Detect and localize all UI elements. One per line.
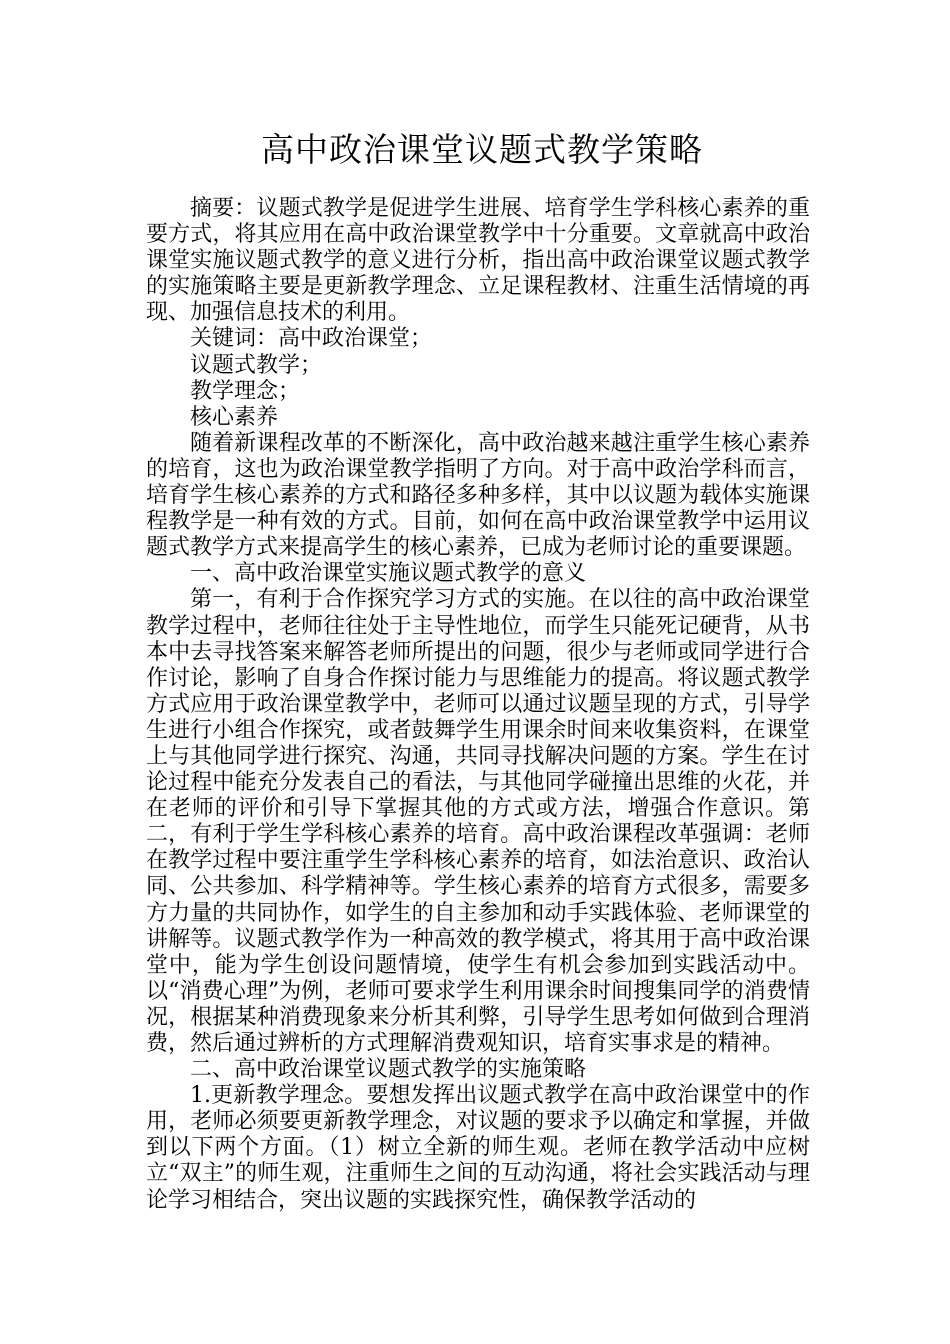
- document-page: [146, 124, 810, 1214]
- keyword-item: 议题式教学；: [190, 352, 323, 378]
- keywords-line: 关键词：高中政治课堂；: [190, 326, 433, 352]
- section2-heading: 二、高中政治课堂议题式教学的实施策略: [190, 1057, 587, 1083]
- abstract-paragraph: 摘要：议题式教学是促进学生进展、培育学生学科核心素养的重要方式，将其应用在高中政治课堂教学中十分重要。文章就高中政治课堂实施议题式教学的意义进行分析，指出高中政治课堂议题式教学的实施策略主要是更新教学理念、立足课程教材、注重生活情境的再现、加强信息技术的利用。: [146, 196, 810, 326]
- section1-paragraph: 第一，有利于合作探究学习方式的实施。在以往的高中政治课堂教学过程中，老师往往处于主导性地位，而学生只能死记硬背，从书本中去寻找答案来解答老师所提出的问题，很少与老师或同学进行合作讨论，影响了自身合作探讨能力与思维能力的提高。将议题式教学方式应用于政治课堂教学中，老师可以通过议题呈现的方式，引导学生进行小组合作探究，或者鼓舞学生用课余时间来收集资料，在课堂上与其他同学进行探究、沟通，共同寻找解决问题的方案。学生在讨论过程中能充分发表自己的看法，与其他同学碰撞出思维的火花，并在老师的评价和引导下掌握其他的方式或方法，增强合作意识。第二，有利于学生学科核心素养的培育。高中政治课程改革强调：老师在教学过程中要注重学生学科核心素养的培育，如法治意识、政治认同、公共参加、科学精神等。学生核心素养的培育方式很多，需要多方力量的共同协作，如学生的自主参加和动手实践体验、老师课堂的讲解等。议题式教学作为一种高效的教学模式，将其用于高中政治课堂中，能为学生创设问题情境，使学生有机会参加到实践活动中。以“消费心理”为例，老师可要求学生利用课余时间搜集同学的消费情况，根据某种消费现象来分析其利弊，引导学生思考如何做到合理消费，然后通过辨析的方式理解消费观知识，培育实事求是的精神。: [146, 587, 810, 1056]
- keyword-item: 教学理念；: [190, 378, 301, 404]
- keyword-item: 核心素养: [190, 404, 279, 430]
- intro-paragraph: 随着新课程改革的不断深化，高中政治越来越注重学生核心素养的培育，这也为政治课堂教学指明了方向。对于高中政治学科而言，培育学生核心素养的方式和路径多种多样，其中以议题为载体实施课程教学是一种有效的方式。目前，如何在高中政治课堂教学中运用议题式教学方式来提高学生的核心素养，已成为老师讨论的重要课题。: [146, 430, 810, 561]
- document-title: 高中政治课堂议题式教学策略: [261, 130, 703, 169]
- section1-heading: 一、高中政治课堂实施议题式教学的意义: [190, 561, 587, 587]
- section2-paragraph: 1.更新教学理念。要想发挥出议题式教学在高中政治课堂中的作用，老师必须要更新教学理念，对议题的要求予以确定和掌握，并做到以下两个方面。（1）树立全新的师生观。老师在教学活动中应树立“双主”的师生观，注重师生之间的互动沟通，将社会实践活动与理论学习相结合，突出议题的实践探究性，确保教学活动的: [146, 1083, 810, 1213]
